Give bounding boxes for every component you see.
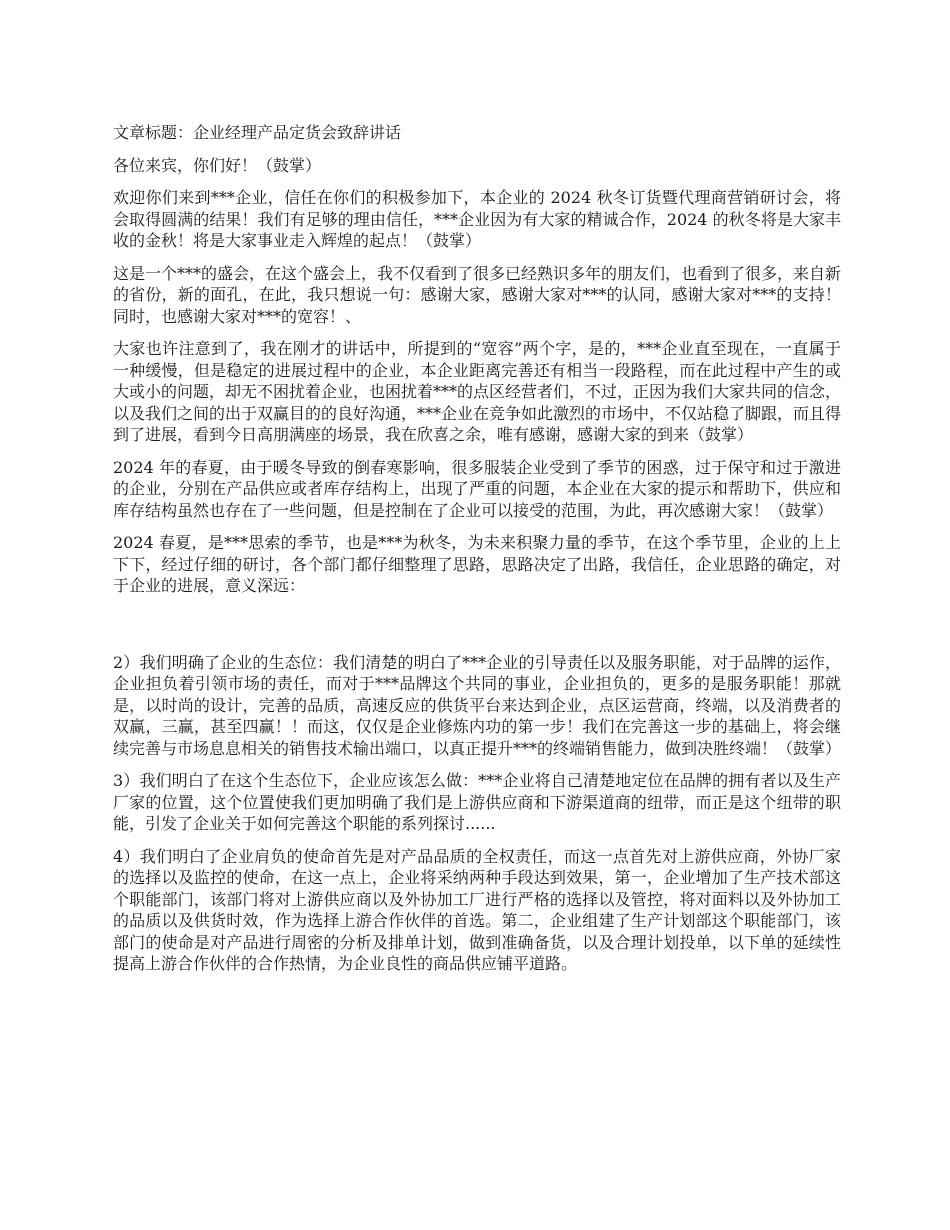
- list-item-2: 2）我们明确了企业的生态位：我们清楚的明白了***企业的引导责任以及服务职能，对于品牌的运作，企业担负着引领市场的责任，而对于***品牌这个共同的事业，企业担负的，更多的是服务职能！那就是，以时尚的设计，完善的品质，高速反应的供货平台来达到企业，点区运营商，终端，以及消费者的双赢，三赢，甚至四赢！！而这，仅仅是企业修炼内功的第一步！我们在完善这一步的基础上，将会继续完善与市场息息相关的销售技术输出端口，以真正提升***的终端销售能力，做到决胜终端！（鼓掌）: [113, 652, 842, 758]
- paragraph-gathering: 这是一个***的盛会，在这个盛会上，我不仅看到了很多已经熟识多年的朋友们，也看到了很多，来自新的省份，新的面孔，在此，我只想说一句：感谢大家，感谢大家对***的认同，感谢大家对***的支持！同时，也感谢大家对***的宽容！、: [113, 263, 842, 326]
- paragraph-welcome: 欢迎你们来到***企业，信任在你们的积极参加下，本企业的 2024 秋冬订货暨代理商营销研讨会，将会取得圆满的结果！我们有足够的理由信任，***企业因为有大家的精诚合作，2024 的秋冬将是大家丰收的金秋！将是大家事业走入辉煌的起点！（鼓掌）: [113, 188, 841, 250]
- greeting: 各位来宾，你们好！（鼓掌）: [113, 155, 322, 175]
- article-title: 文章标题：企业经理产品定货会致辞讲话: [113, 123, 402, 142]
- list-item-3: 3）我们明白了在这个生态位下，企业应该怎么做：***企业将自己清楚地定位在品牌的拥有者以及生产厂家的位置，这个位置使我们更加明确了我们是上游供应商和下游渠道商的纽带，而正是这个纽带的职能，引发了企业关于如何完善这个职能的系列探讨......: [113, 771, 841, 833]
- paragraph-spring-summer: 2024 年的春夏，由于暖冬导致的倒春寒影响，很多服装企业受到了季节的困惑，过于保守和过于激进的企业，分别在产品供应或者库存结构上，出现了严重的问题，本企业在大家的提示和帮助下，供应和库存结构虽然也存在了一些问题，但是控制在了企业可以接受的范围，为此，再次感谢大家！（鼓掌）: [113, 457, 841, 520]
- blank-gap: [113, 608, 841, 652]
- list-item-4: 4）我们明白了企业肩负的使命首先是对产品品质的全权责任，而这一点首先对上游供应商，外协厂家的选择以及监控的使命，在这一点上，企业将采纳两种手段达到效果，第一，企业增加了生产技术部这个职能部门，该部门将对上游供应商以及外协加工厂进行严格的选择以及管控，将对面料以及外协加工的品质以及供货时效，作为选择上游合作伙伴的首选。第二，企业组建了生产计划部这个职能部门，该部门的使命是对产品进行周密的分析及排单计划，做到准确备货，以及合理计划投单，以下单的延续性提高上游合作伙伴的合作热情，为企业良性的商品供应铺平道路。: [113, 846, 841, 973]
- paragraph-reflection: 2024 春夏，是***思索的季节，也是***为秋冬，为未来积聚力量的季节，在这个季节里，企业的上上下下，经过仔细的研讨，各个部门都仔细整理了思路，思路决定了出路，我信任，企业思路的确定，对于企业的进展，意义深远：: [113, 533, 841, 595]
- paragraph-tolerance: 大家也许注意到了，我在刚才的讲话中，所提到的“宽容”两个字，是的，***企业直至现在，一直属于一种缓慢，但是稳定的进展过程中的企业，本企业距离完善还有相当一段路程，而在此过程中产生的或大或小的问题，却无不困扰着企业，也困扰着***的点区经营者们，不过，正因为我们大家共同的信念，以及我们之间的出于双赢目的的良好沟通，***企业在竞争如此激烈的市场中，不仅站稳了脚跟，而且得到了进展，看到今日高朋满座的场景，我在欣喜之余，唯有感谢，感谢大家的到来（鼓掌）: [113, 339, 842, 444]
- document-page: [113, 122, 841, 986]
